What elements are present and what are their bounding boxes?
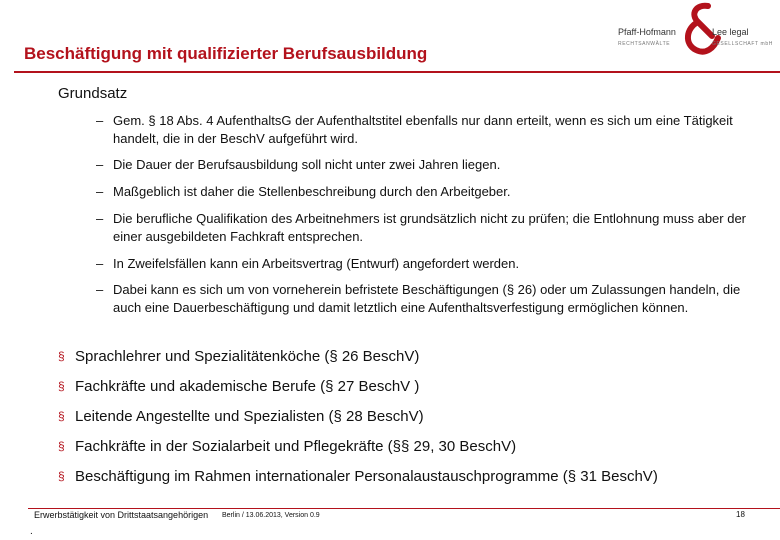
section-sign-bullet-icon: § [58, 439, 65, 453]
footer-title: Erwerbstätigkeit von Drittstaatsangehörigen [34, 510, 209, 520]
dash-item-text: Gem. § 18 Abs. 4 AufenthaltsG der Aufenthaltstitel ebenfalls nur dann erteilt, wenn es sich um eine Tätigkeit handelt, die in der BeschV aufgeführt wird. [113, 113, 733, 146]
dash-item-text: In Zweifelsfällen kann ein Arbeitsvertrag (Entwurf) angefordert werden. [113, 256, 520, 271]
dash-item-text: Maßgeblich ist daher die Stellenbeschreibung durch den Arbeitgeber. [113, 184, 511, 199]
bullet-list-item [58, 347, 758, 366]
logo-subtitle-left: RECHTSANWÄLTE [618, 41, 671, 47]
bullet-item-text: Fachkräfte und akademische Berufe (§ 27 BeschV ) [75, 378, 420, 395]
bullet-list-item [58, 377, 758, 396]
dash-list-item [96, 183, 756, 201]
slide-title: Beschäftigung mit qualifizierter Berufsausbildung [24, 44, 428, 63]
dash-marker: – [96, 113, 104, 128]
dash-list-item [96, 210, 756, 246]
bullet-item-text: Fachkräfte in der Sozialarbeit und Pflegekräfte (§§ 29, 30 BeschV) [75, 438, 517, 455]
footer-date-version: Berlin / 13.06.2013, Version 0.9 [222, 512, 320, 519]
dash-list-item [96, 255, 756, 273]
dash-item-text: Die Dauer der Berufsausbildung soll nicht unter zwei Jahren liegen. [113, 157, 501, 172]
bullet-list-item [58, 407, 758, 426]
section-sign-bullet-icon: § [58, 379, 65, 393]
dash-marker: – [96, 157, 104, 172]
footer-divider [28, 508, 780, 509]
logo-name-left: Pfaff-Hofmann [618, 27, 676, 37]
bullet-list-item [58, 437, 758, 456]
section-heading: Grundsatz [58, 85, 128, 102]
dash-marker: – [96, 282, 104, 297]
bullet-item-text: Beschäftigung im Rahmen internationaler Personalaustauschprogramme (§ 31 BeschV) [75, 468, 658, 485]
footer-dot: . [30, 526, 33, 537]
company-logo [618, 0, 780, 66]
section-sign-bullet-icon: § [58, 469, 65, 483]
dash-marker: – [96, 211, 104, 226]
dash-item-text: Dabei kann es sich um von vorneherein befristete Beschäftigungen (§ 26) oder um Zulassungen handeln, die auch eine Dauerbeschäftigung und damit letztlich eine Aufenthaltsverfestigung ermöglichen können. [113, 282, 741, 315]
page-number: 18 [736, 510, 745, 519]
dash-marker: – [96, 256, 104, 271]
dash-item-text: Die berufliche Qualifikation des Arbeitnehmers ist grundsätzlich nicht zu prüfen; die Entlohnung muss aber der einer ausgebildeten Fachkraft entsprechen. [113, 211, 747, 244]
title-divider [14, 71, 780, 73]
dash-list-item [96, 112, 756, 148]
dash-list-item [96, 281, 756, 317]
section-sign-bullet-icon: § [58, 409, 65, 423]
section-sign-bullet-icon: § [58, 349, 65, 363]
bullet-list-item [58, 467, 758, 486]
logo-name-right: Lee legal [712, 27, 749, 37]
bullet-item-text: Sprachlehrer und Spezialitätenköche (§ 26 BeschV) [75, 348, 420, 365]
dash-list-item [96, 156, 756, 174]
bullet-item-text: Leitende Angestellte und Spezialisten (§ 28 BeschV) [75, 408, 424, 425]
logo-subtitle-right: GESELLSCHAFT mbH [712, 41, 773, 47]
dash-marker: – [96, 184, 104, 199]
